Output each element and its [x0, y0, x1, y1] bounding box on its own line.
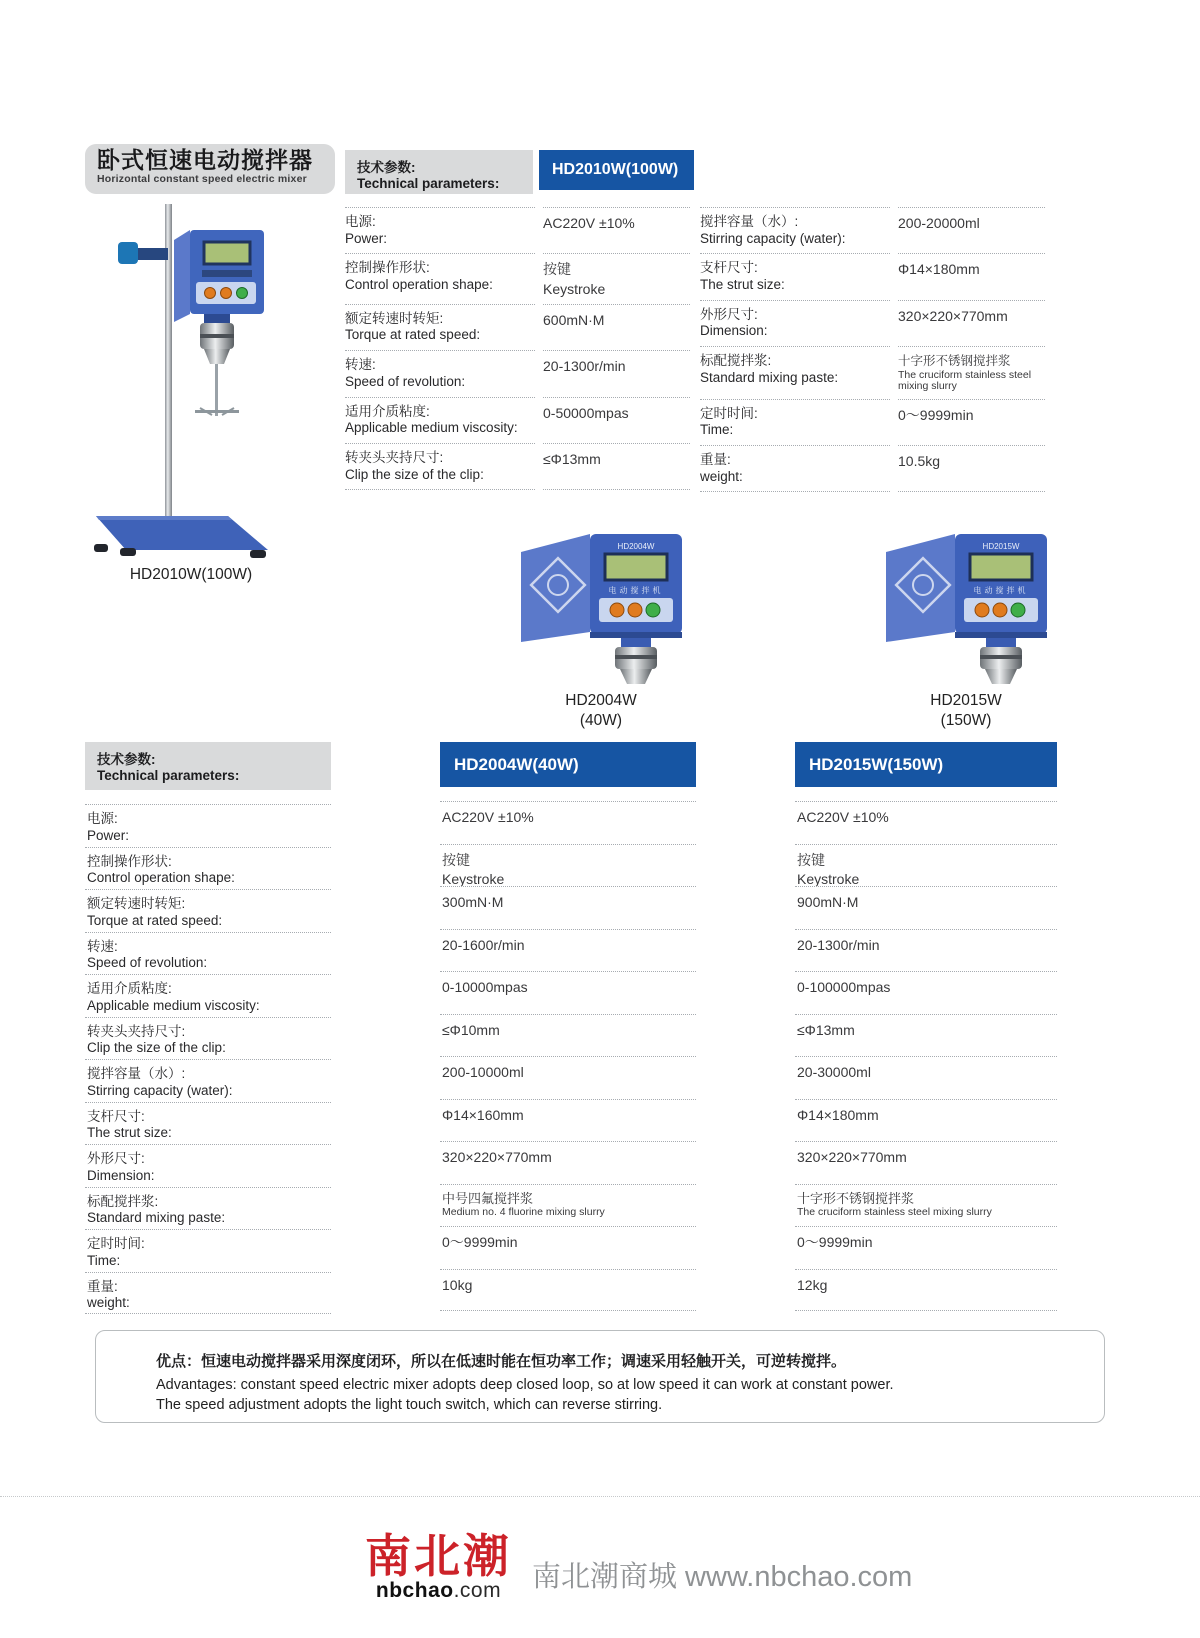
value-row	[440, 1269, 696, 1312]
label-cn: 定时时间:	[87, 1236, 145, 1251]
caption-power: (150W)	[940, 712, 992, 729]
value: 0-10000mpas	[442, 979, 528, 995]
row-label-cn: 适用介质粘度:	[345, 403, 430, 419]
value: AC220V ±10%	[797, 809, 889, 825]
spec-row	[700, 399, 1045, 445]
param-label-row	[85, 1102, 331, 1145]
value: AC220V ±10%	[442, 809, 534, 825]
chuck-ring	[615, 655, 657, 659]
stand-mixer-illustration	[92, 198, 290, 560]
top-table-left-half	[345, 207, 690, 492]
label-cn: 重量:	[87, 1278, 118, 1294]
row-label-en: weight:	[700, 468, 743, 484]
value-row	[795, 844, 1057, 887]
model-badge-hd2010w: HD2010W(100W)	[539, 150, 694, 190]
panel-strip	[202, 270, 252, 277]
value: 0～9999min	[442, 1234, 518, 1250]
head-side-face	[886, 534, 955, 642]
param-label-row	[85, 1059, 331, 1102]
screen-model-label: HD2004W	[617, 542, 655, 551]
param-label-row	[85, 1272, 331, 1315]
label-en: Speed of revolution:	[87, 955, 208, 971]
value2: The cruciform stainless steel mixing slurry	[797, 1206, 992, 1219]
row-value: 0-50000mpas	[543, 404, 629, 421]
spec-row	[700, 300, 1045, 346]
logo-domain-suffix: .com	[453, 1579, 502, 1602]
value: 中号四氟搅拌浆	[442, 1190, 534, 1206]
label-cn: 外形尺寸:	[87, 1151, 145, 1166]
row-label-en: Clip the size of the clip:	[345, 466, 484, 482]
label-en: Torque at rated speed:	[87, 912, 223, 928]
logo-cn-text: 南北潮	[365, 1529, 512, 1583]
row-label-en: Power:	[345, 230, 388, 246]
row-label-cn: 额定转速时转矩:	[345, 310, 444, 326]
value: Φ14×180mm	[797, 1106, 879, 1123]
stir-shaft	[215, 364, 218, 416]
page-title: 卧式恒速电动搅拌器	[97, 147, 313, 173]
value-row	[795, 929, 1057, 972]
value-row	[440, 1014, 696, 1057]
spec-row	[700, 346, 1045, 398]
label-en: The strut size:	[87, 1125, 172, 1141]
top-spec-table	[345, 150, 1045, 492]
advantages-en-line2: The speed adjustment adopts the light touch switch, which can reverse stirring.	[156, 1396, 663, 1413]
row-value: 十字形不锈钢搅拌浆	[898, 354, 1011, 369]
row-label-en: Stirring capacity (water):	[700, 230, 846, 246]
spec-row	[345, 350, 690, 396]
value: 10kg	[442, 1276, 473, 1293]
value-row	[440, 844, 696, 887]
param-label-row	[85, 1187, 331, 1230]
label-cn: 控制操作形状:	[87, 853, 172, 869]
orange-button	[993, 603, 1007, 617]
product-image-hd2004w	[495, 522, 707, 687]
row-label-cn: 标配搅拌浆:	[700, 353, 772, 369]
row-label-cn: 搅拌容量（水）:	[700, 214, 799, 229]
page-subtitle: Horizontal constant speed electric mixer	[97, 173, 307, 186]
label-cn: 适用介质粘度:	[87, 981, 172, 996]
value-row	[440, 1141, 696, 1184]
mixer-head-illustration	[860, 522, 1072, 687]
row-label-en: Torque at rated speed:	[345, 327, 481, 343]
head-side-face	[521, 534, 590, 642]
value: 20-1600r/min	[442, 936, 525, 953]
value2: Keystroke	[797, 870, 860, 886]
value-row	[795, 1269, 1057, 1312]
green-button	[646, 603, 660, 617]
nbchao-logo	[365, 1529, 512, 1602]
tech-params-en: Technical parameters:	[357, 176, 500, 191]
row-label-en: Dimension:	[700, 323, 768, 339]
value-row	[440, 886, 696, 929]
value-row	[795, 801, 1057, 844]
label-cn: 转夹头夹持尺寸:	[87, 1023, 186, 1039]
value-row	[795, 1226, 1057, 1269]
screen-model-label: HD2015W	[982, 542, 1020, 551]
param-label-row	[85, 1229, 331, 1272]
advantages-en-line1: Advantages: constant speed electric mixer adopts deep closed loop, so at low speed it can work at constant power.	[156, 1377, 894, 1393]
row-label-cn: 支杆尺寸:	[700, 260, 758, 276]
row-value: 20-1300r/min	[543, 358, 626, 375]
value: 320×220×770mm	[797, 1149, 907, 1165]
spec-row	[345, 443, 690, 490]
bottom-table-hd2004w-column	[440, 742, 696, 1311]
row-label-cn: 转夹头夹持尺寸:	[345, 450, 444, 466]
row-value: AC220V ±10%	[543, 215, 635, 231]
label-cn: 搅拌容量（水）:	[87, 1066, 186, 1081]
value2: Medium no. 4 fluorine mixing slurry	[442, 1206, 605, 1219]
clamp-knob	[118, 242, 138, 264]
advantages-box	[95, 1330, 1105, 1423]
value: 0-100000mpas	[797, 979, 891, 995]
store-url-text: 南北潮商城 www.nbchao.com	[532, 1561, 913, 1593]
spec-row	[345, 397, 690, 443]
row-label-cn: 电源:	[345, 214, 376, 229]
panel-text: 电动搅拌机	[608, 586, 664, 595]
bottom-table-hd2015w-column	[795, 742, 1057, 1311]
spec-row	[345, 304, 690, 350]
head-bottom-lip	[955, 632, 1047, 638]
lcd-screen	[204, 242, 250, 264]
caption-power: (40W)	[579, 712, 623, 729]
row-value: Φ14×180mm	[898, 261, 980, 278]
tech-params-header	[85, 742, 331, 790]
label-en: weight:	[87, 1295, 130, 1311]
logo-domain-bold: nbchao	[375, 1579, 454, 1602]
label-en: Stirring capacity (water):	[87, 1082, 233, 1098]
chuck-tip	[985, 669, 1017, 684]
label-cn: 额定转速时转矩:	[87, 896, 186, 911]
row-value: 10.5kg	[898, 453, 941, 470]
tech-params-header	[345, 150, 533, 194]
tech-params-cn: 技术参数:	[97, 752, 156, 767]
value-row	[795, 1141, 1057, 1184]
row-label-cn: 控制操作形状:	[345, 260, 430, 276]
caption-model: HD2015W	[930, 692, 1002, 709]
value: 20-30000ml	[797, 1064, 871, 1080]
caption-model: HD2004W	[565, 692, 637, 709]
row-label-en: Standard mixing paste:	[700, 369, 839, 385]
value-row	[440, 929, 696, 972]
row-value: 200-20000ml	[898, 215, 980, 231]
value-row	[440, 801, 696, 844]
value-row	[795, 971, 1057, 1014]
panel-text: 电动搅拌机	[973, 586, 1029, 595]
product-image-hd2010w	[92, 198, 290, 560]
value: 十字形不锈钢搅拌浆	[797, 1190, 915, 1206]
row-label-en: The strut size:	[700, 276, 785, 292]
lcd-screen	[970, 554, 1032, 580]
footer	[365, 1529, 913, 1602]
value: ≤Φ13mm	[797, 1021, 855, 1038]
row-label-en: Control operation shape:	[345, 276, 493, 292]
model-badge-hd2004w: HD2004W(40W)	[440, 742, 696, 787]
value: 按键	[797, 851, 825, 868]
value: 12kg	[797, 1276, 828, 1293]
orange-button	[610, 603, 624, 617]
row-label-en: Applicable medium viscosity:	[345, 420, 518, 436]
label-en: Power:	[87, 827, 130, 843]
param-label-row	[85, 932, 331, 975]
caption-hd2004w	[496, 692, 706, 730]
orange-button	[205, 288, 216, 299]
row-value2: Keystroke	[543, 280, 606, 297]
row-value: 320×220×770mm	[898, 307, 1008, 324]
value: 320×220×770mm	[442, 1149, 552, 1165]
value-row	[795, 1056, 1057, 1099]
model-badge-hd2015w: HD2015W(150W)	[795, 742, 1057, 787]
chuck-tip	[620, 669, 652, 684]
row-label-en: Time:	[700, 422, 734, 438]
logo-domain	[376, 1580, 501, 1601]
value-row	[440, 971, 696, 1014]
label-en: Clip the size of the clip:	[87, 1040, 226, 1056]
caption-hd2010w: HD2010W(100W)	[129, 566, 253, 583]
row-value: 0～9999min	[898, 406, 974, 423]
mixer-head-side	[174, 230, 190, 322]
value: 900mN·M	[797, 894, 859, 910]
tech-params-cn: 技术参数:	[357, 160, 416, 175]
value-row	[795, 1099, 1057, 1142]
spec-row	[700, 445, 1045, 492]
orange-button	[628, 603, 642, 617]
base-foot	[250, 550, 266, 558]
value: Φ14×160mm	[442, 1106, 524, 1123]
caption-hd2015w	[861, 692, 1071, 730]
base-foot	[120, 548, 136, 556]
value-row	[440, 1099, 696, 1142]
label-en: Dimension:	[87, 1167, 155, 1183]
propeller-blade	[195, 410, 239, 413]
top-table-right-half	[700, 207, 1045, 492]
green-button	[1011, 603, 1025, 617]
param-label-row	[85, 1144, 331, 1187]
chuck-ring	[980, 655, 1022, 659]
value: ≤Φ10mm	[442, 1021, 500, 1038]
param-label-row	[85, 889, 331, 932]
value-row	[440, 1056, 696, 1099]
value-row	[795, 1014, 1057, 1057]
product-title-badge	[85, 144, 335, 194]
label-en: Standard mixing paste:	[87, 1210, 226, 1226]
row-value: 600mN·M	[543, 311, 605, 328]
chuck-neck	[204, 314, 230, 323]
value: 0～9999min	[797, 1234, 873, 1250]
clamp-arm	[136, 248, 168, 260]
row-label-cn: 重量:	[700, 452, 731, 468]
value: 300mN·M	[442, 894, 504, 910]
base-plate-edge	[96, 516, 232, 520]
value-row	[795, 1184, 1057, 1227]
label-en: Applicable medium viscosity:	[87, 997, 260, 1013]
chuck-tip	[204, 349, 230, 364]
bottom-table-labels-column	[85, 742, 331, 1314]
lcd-screen	[605, 554, 667, 580]
label-en: Time:	[87, 1252, 121, 1268]
spec-row	[345, 207, 690, 253]
row-value: 按键	[543, 261, 571, 278]
value-row	[440, 1184, 696, 1227]
value: 按键	[442, 851, 470, 868]
row-value2: The cruciform stainless steel mixing slurry	[898, 368, 1032, 393]
label-en: Control operation shape:	[87, 870, 235, 886]
spec-row	[700, 207, 1045, 253]
tech-params-en: Technical parameters:	[97, 768, 240, 783]
base-foot	[94, 544, 108, 552]
param-label-row	[85, 804, 331, 847]
param-label-row	[85, 1017, 331, 1060]
label-cn: 转速:	[87, 938, 118, 954]
product-image-hd2015w	[860, 522, 1072, 687]
param-label-row	[85, 974, 331, 1017]
value-row	[440, 1226, 696, 1269]
value: 200-10000ml	[442, 1064, 524, 1080]
mixer-head-illustration	[495, 522, 707, 687]
row-value2	[543, 232, 690, 233]
head-bottom-lip	[590, 632, 682, 638]
spec-row	[700, 253, 1045, 299]
label-cn: 支杆尺寸:	[87, 1108, 145, 1124]
label-cn: 电源:	[87, 811, 118, 826]
row-label-cn: 外形尺寸:	[700, 306, 758, 322]
base-plate	[96, 516, 268, 550]
chuck-neck	[621, 638, 651, 647]
row-label-en: Speed of revolution:	[345, 373, 466, 389]
orange-button	[975, 603, 989, 617]
value: 20-1300r/min	[797, 936, 880, 953]
chuck-ring	[200, 334, 234, 338]
row-label-cn: 定时时间:	[700, 405, 758, 421]
value-row	[795, 886, 1057, 929]
footer-divider	[0, 1496, 1200, 1497]
orange-button	[221, 288, 232, 299]
advantages-cn: 优点：恒速电动搅拌器采用深度闭环，所以在低速时能在恒功率工作；调速采用轻触开关，可逆转搅拌。	[156, 1353, 847, 1370]
param-label-row	[85, 847, 331, 890]
spec-row	[345, 253, 690, 303]
row-value: ≤Φ13mm	[543, 451, 601, 468]
row-label-cn: 转速:	[345, 357, 376, 373]
value2: Keystroke	[442, 870, 505, 886]
green-button	[237, 288, 248, 299]
label-cn: 标配搅拌浆:	[87, 1193, 159, 1209]
chuck-neck	[986, 638, 1016, 647]
